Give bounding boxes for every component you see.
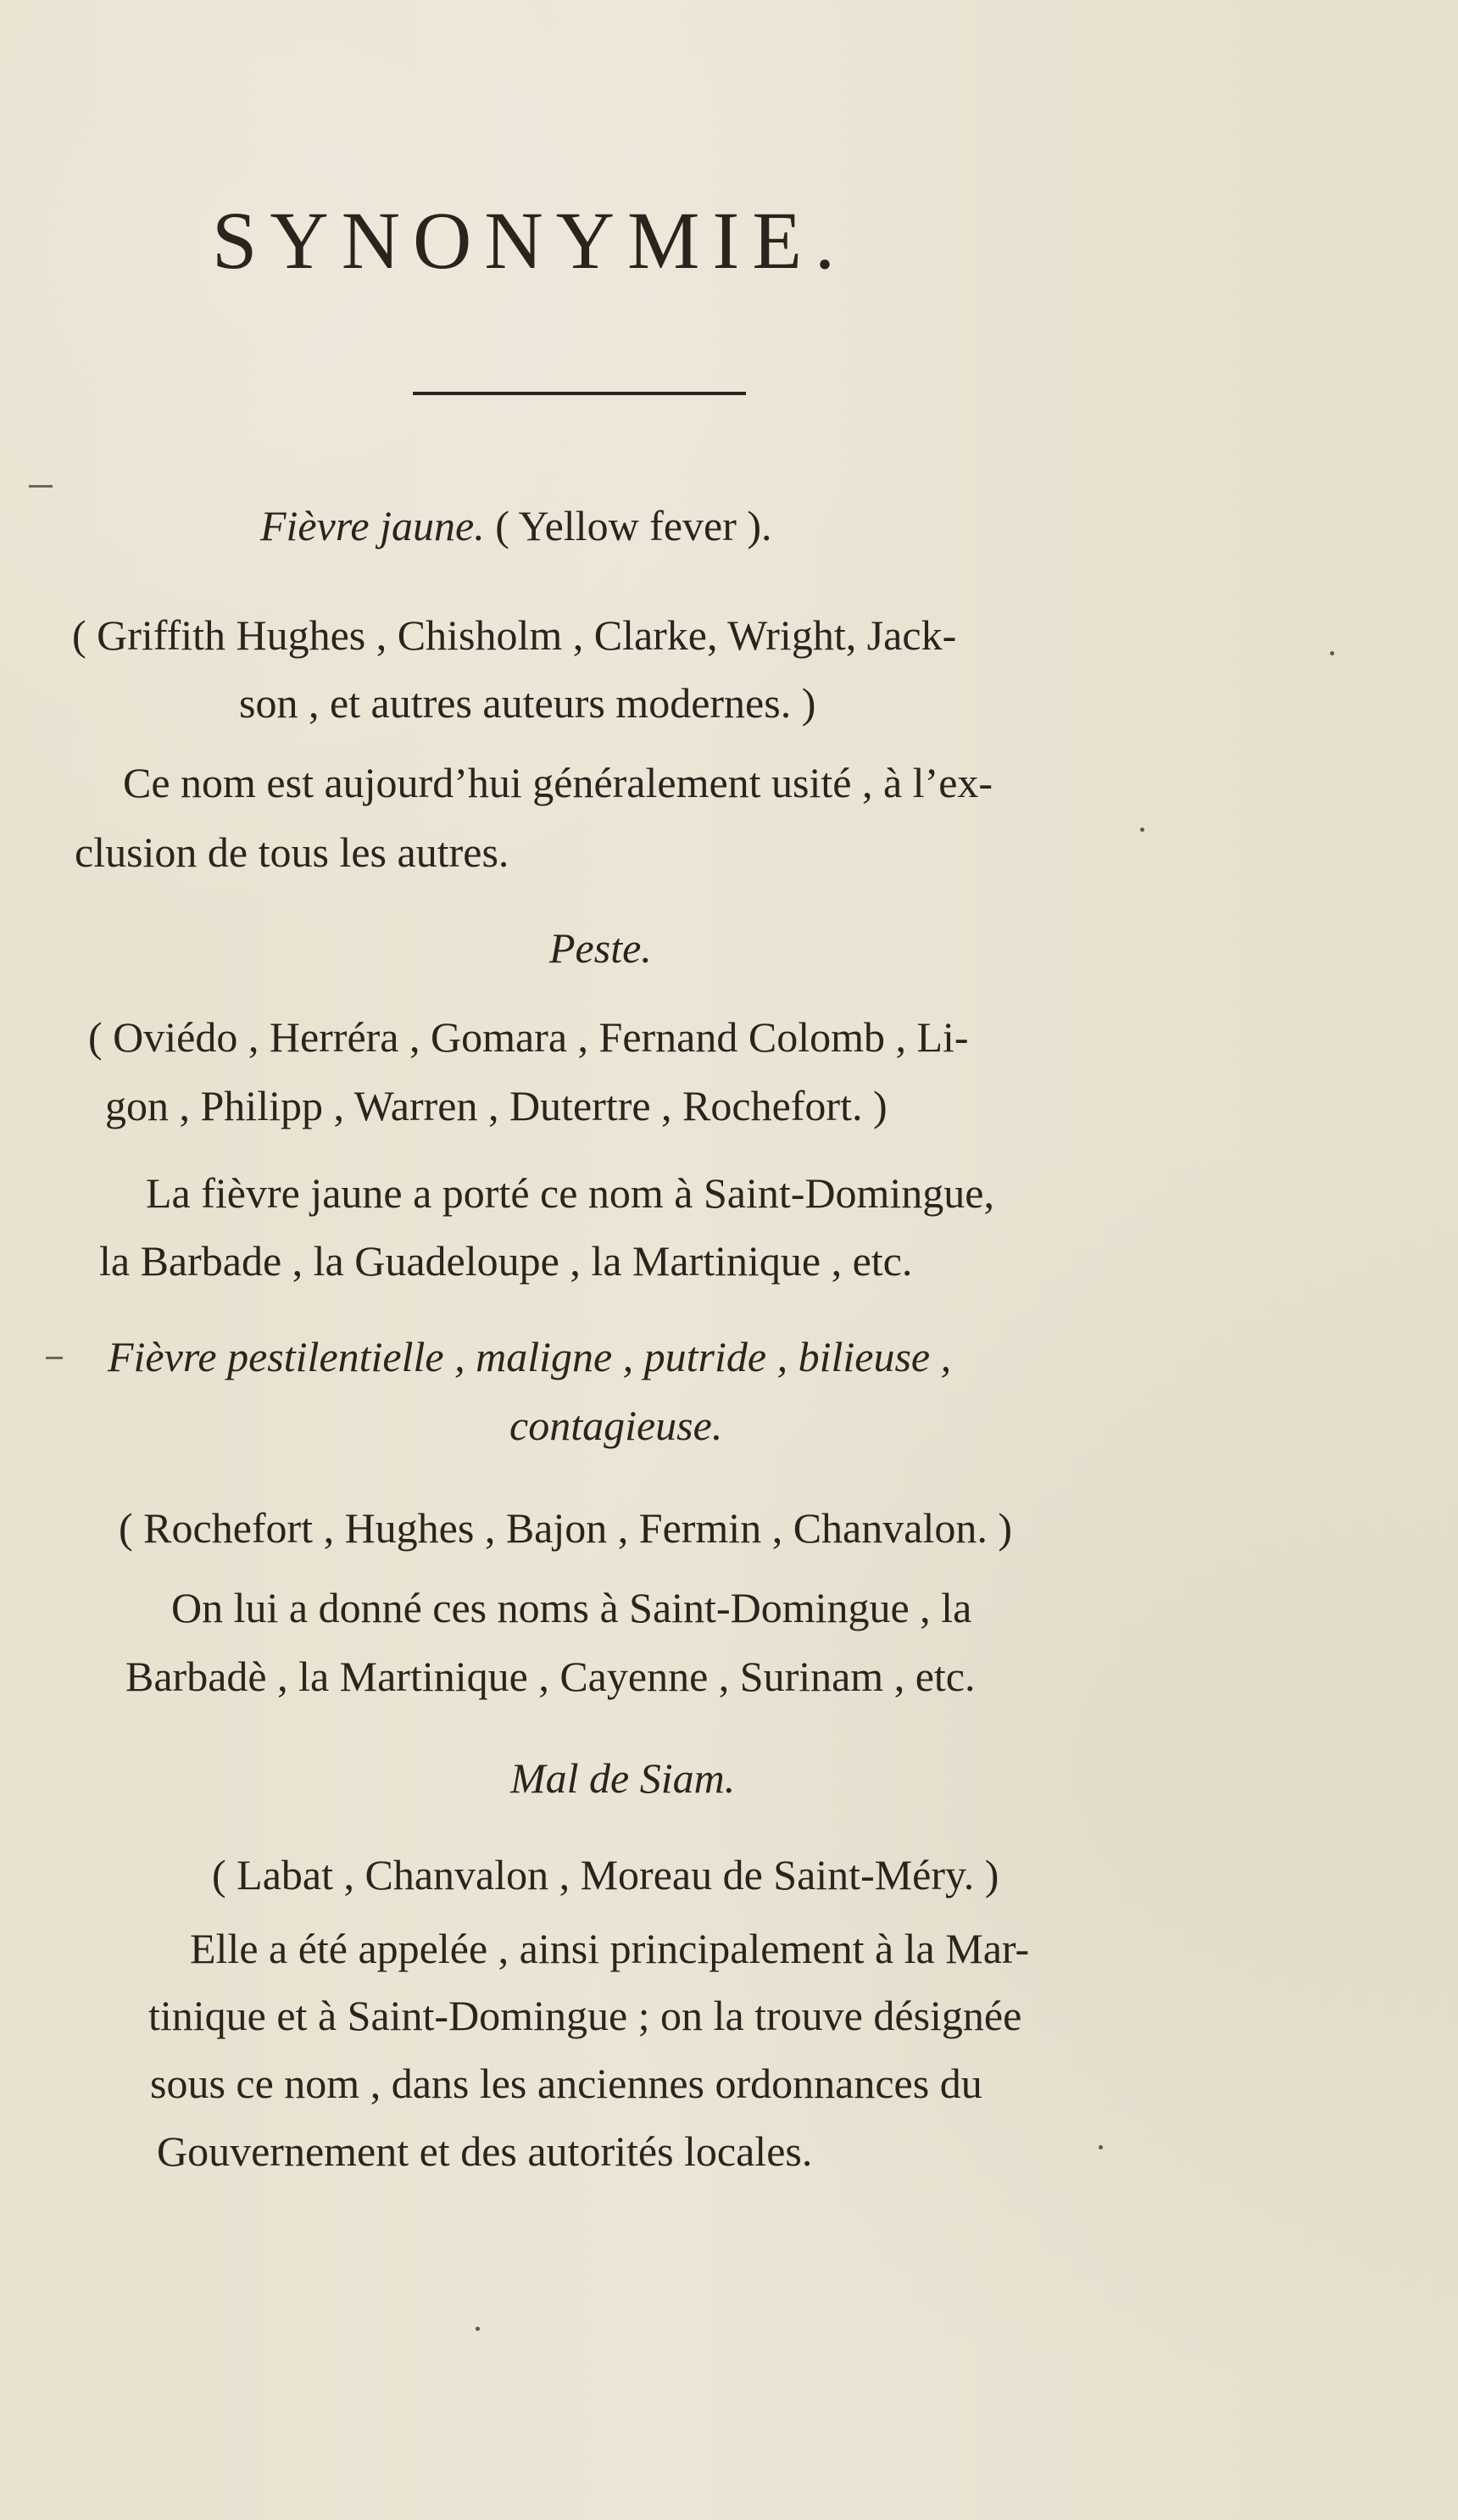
section-1-body-line-1: Ce nom est aujourd’hui généralement usité , à l’ex-	[123, 759, 993, 806]
section-4-body-line-3: sous ce nom , dans les anciennes ordonnances du	[150, 2060, 982, 2107]
section-1-heading-suffix: ( Yellow fever ).	[484, 502, 772, 549]
section-1-refs-line-1: ( Griffith Hughes , Chisholm , Clarke, Wright, Jack-	[72, 611, 957, 659]
section-4-body-line-1: Elle a été appelée , ainsi principalement à la Mar-	[190, 1925, 1030, 1972]
section-1-body-line-2: clusion de tous les autres.	[75, 828, 509, 876]
speck-4	[1099, 2145, 1103, 2149]
speck-3	[476, 2327, 480, 2331]
section-3-body-line-2: Barbadè , la Martinique , Cayenne , Surinam , etc.	[125, 1653, 976, 1700]
section-4-body-line-4: Gouvernement et des autorités locales.	[157, 2127, 813, 2175]
section-4-heading: Mal de Siam.	[510, 1754, 736, 1802]
section-2-body-line-1: La fièvre jaune a porté ce nom à Saint-Domingue,	[146, 1169, 995, 1217]
speck-2	[1140, 828, 1144, 832]
section-3-refs-line-1: ( Rochefort , Hughes , Bajon , Fermin , Chanvalon. )	[119, 1504, 1012, 1552]
section-1-heading	[260, 502, 772, 549]
section-1-heading-prefix: Fièvre jaune.	[260, 502, 485, 549]
section-2-body-line-2: la Barbade , la Guadeloupe , la Martinique , etc.	[99, 1237, 913, 1285]
section-4-refs-line-1: ( Labat , Chanvalon , Moreau de Saint-Méry. )	[212, 1851, 999, 1898]
section-2-refs-line-1: ( Oviédo , Herréra , Gomara , Fernand Colomb , Li-	[88, 1013, 969, 1061]
margin-mark-middle-left	[46, 1357, 63, 1359]
speck-1	[1330, 651, 1334, 655]
section-1-refs-line-2: son , et autres auteurs modernes. )	[239, 679, 816, 727]
section-3-body-line-1: On lui a donné ces noms à Saint-Domingue , la	[171, 1584, 972, 1631]
title-rule	[413, 392, 746, 395]
page-title: SYNONYMIE.	[212, 195, 848, 286]
section-2-refs-line-2: gon , Philipp , Warren , Dutertre , Rochefort. )	[105, 1082, 888, 1129]
margin-mark-top-left	[29, 485, 53, 488]
section-2-heading: Peste.	[549, 924, 652, 972]
section-3-heading-line-2: contagieuse.	[509, 1402, 723, 1449]
section-3-heading-line-1: Fièvre pestilentielle , maligne , putride , bilieuse ,	[108, 1333, 952, 1380]
section-4-body-line-2: tinique et à Saint-Domingue ; on la trouve désignée	[148, 1992, 1022, 2039]
